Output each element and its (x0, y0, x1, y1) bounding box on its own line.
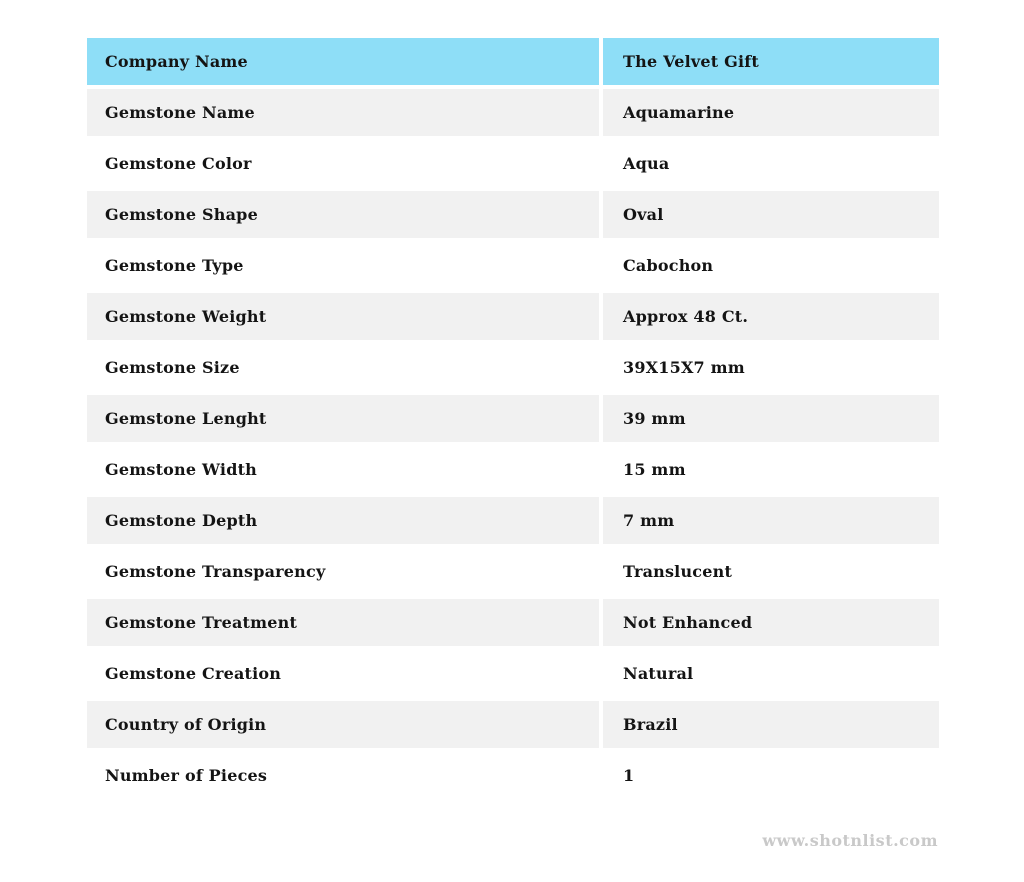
row-label: Gemstone Width (87, 446, 599, 493)
table-row (87, 191, 939, 238)
row-label: Gemstone Color (87, 140, 599, 187)
header-value: The Velvet Gift (603, 38, 939, 85)
watermark-url: www.shotnlist.com (762, 831, 938, 850)
row-value: Cabochon (603, 242, 939, 289)
table-row (87, 395, 939, 442)
table-row (87, 140, 939, 187)
row-label: Gemstone Lenght (87, 395, 599, 442)
table-row (87, 497, 939, 544)
row-label: Number of Pieces (87, 752, 599, 799)
row-value: Natural (603, 650, 939, 697)
table-row (87, 446, 939, 493)
table-header-row (87, 38, 939, 85)
row-value: 7 mm (603, 497, 939, 544)
row-label: Gemstone Shape (87, 191, 599, 238)
table-row (87, 752, 939, 799)
table-row (87, 242, 939, 289)
row-value: 1 (603, 752, 939, 799)
row-value: 15 mm (603, 446, 939, 493)
row-value: 39X15X7 mm (603, 344, 939, 391)
row-label: Gemstone Depth (87, 497, 599, 544)
row-value: Aqua (603, 140, 939, 187)
row-label: Gemstone Treatment (87, 599, 599, 646)
row-label: Gemstone Size (87, 344, 599, 391)
row-value: Approx 48 Ct. (603, 293, 939, 340)
row-value: Not Enhanced (603, 599, 939, 646)
table-row (87, 548, 939, 595)
table-row (87, 344, 939, 391)
table-row (87, 599, 939, 646)
row-label: Country of Origin (87, 701, 599, 748)
row-value: Oval (603, 191, 939, 238)
row-label: Gemstone Transparency (87, 548, 599, 595)
table-row (87, 89, 939, 136)
gemstone-spec-table (87, 38, 939, 799)
table-row (87, 701, 939, 748)
table-row (87, 650, 939, 697)
table-row (87, 293, 939, 340)
row-value: Aquamarine (603, 89, 939, 136)
row-value: Translucent (603, 548, 939, 595)
row-value: 39 mm (603, 395, 939, 442)
row-label: Gemstone Name (87, 89, 599, 136)
header-label: Company Name (87, 38, 599, 85)
row-label: Gemstone Type (87, 242, 599, 289)
row-label: Gemstone Creation (87, 650, 599, 697)
row-label: Gemstone Weight (87, 293, 599, 340)
row-value: Brazil (603, 701, 939, 748)
